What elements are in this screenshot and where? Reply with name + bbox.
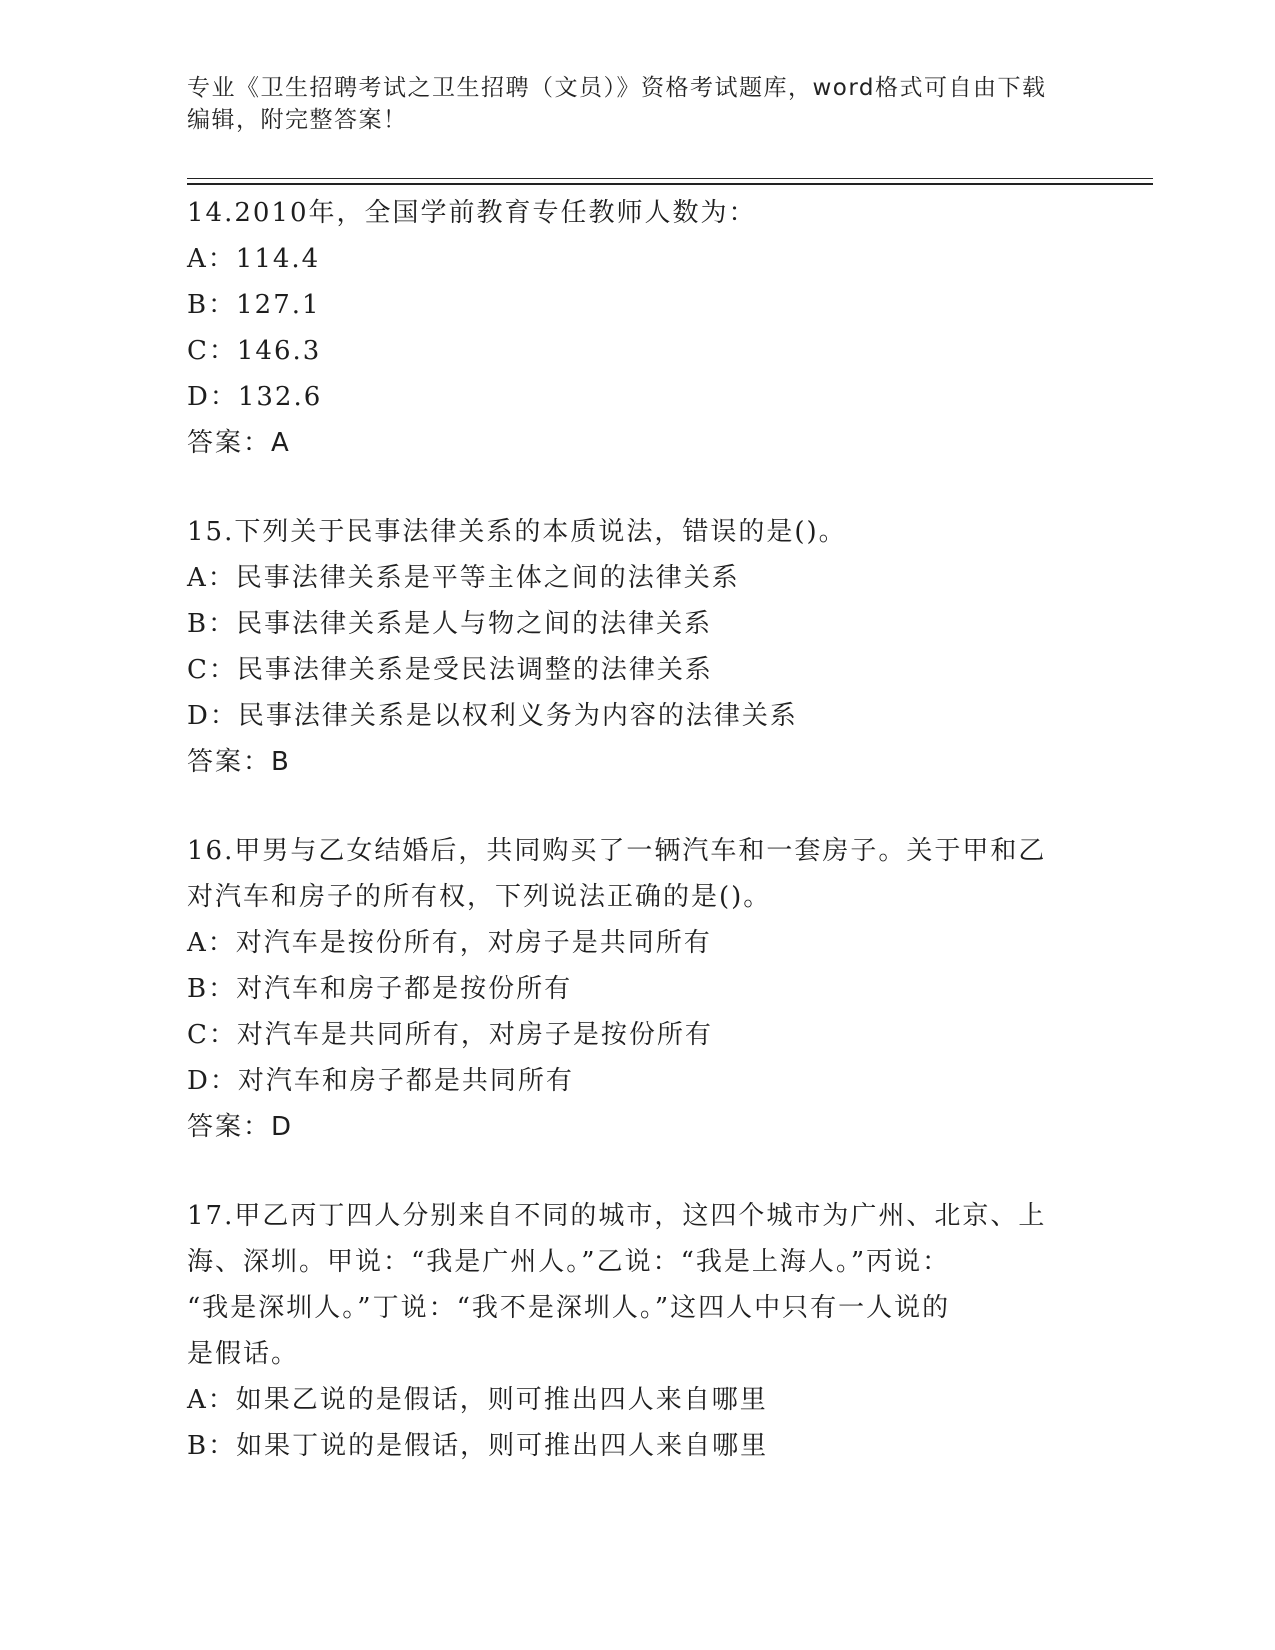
header-line-1: 专业《卫生招聘考试之卫生招聘（文员）》资格考试题库，word格式可自由下载 (187, 75, 1047, 101)
option-c: C：146.3 (187, 336, 322, 366)
option-c: C：民事法律关系是受民法调整的法律关系 (187, 655, 713, 685)
question-16 (187, 828, 1087, 1150)
option-b: B：对汽车和房子都是按份所有 (187, 974, 573, 1004)
answer-label: 答案：D (187, 1112, 294, 1142)
option-b: B：如果丁说的是假话，则可推出四人来自哪里 (187, 1431, 769, 1461)
option-c: C：对汽车是共同所有，对房子是按份所有 (187, 1020, 713, 1050)
option-d: D：对汽车和房子都是共同所有 (187, 1066, 574, 1096)
question-stem: “我是深圳人。”丁说：“我不是深圳人。”这四人中只有一人说的 (187, 1293, 951, 1323)
option-b: B：127.1 (187, 290, 321, 320)
question-stem: 14.2010年，全国学前教育专任教师人数为： (187, 198, 757, 228)
document-header (187, 72, 1087, 136)
header-divider-thin (187, 178, 1153, 179)
question-stem: 是假话。 (187, 1339, 300, 1369)
question-stem: 15.下列关于民事法律关系的本质说法，错误的是()。 (187, 517, 847, 547)
header-divider-thick (187, 183, 1153, 185)
question-14 (187, 190, 1087, 466)
question-stem: 海、深圳。甲说：“我是广州人。”乙说：“我是上海人。”丙说： (187, 1247, 951, 1277)
option-a: A：114.4 (187, 244, 321, 274)
question-15 (187, 509, 1087, 785)
header-line-2: 编辑，附完整答案！ (187, 107, 408, 133)
option-b: B：民事法律关系是人与物之间的法律关系 (187, 609, 713, 639)
option-d: D：民事法律关系是以权利义务为内容的法律关系 (187, 701, 798, 731)
question-stem: 16.甲男与乙女结婚后，共同购买了一辆汽车和一套房子。关于甲和乙 (187, 836, 1047, 866)
answer-label: 答案：A (187, 428, 291, 458)
question-list (187, 190, 1087, 1469)
question-stem: 对汽车和房子的所有权，下列说法正确的是()。 (187, 882, 772, 912)
question-17 (187, 1193, 1087, 1469)
option-d: D：132.6 (187, 382, 323, 412)
answer-label: 答案：B (187, 747, 291, 777)
option-a: A：对汽车是按份所有，对房子是共同所有 (187, 928, 712, 958)
option-a: A：民事法律关系是平等主体之间的法律关系 (187, 563, 740, 593)
option-a: A：如果乙说的是假话，则可推出四人来自哪里 (187, 1385, 768, 1415)
question-stem: 17.甲乙丙丁四人分别来自不同的城市，这四个城市为广州、北京、上 (187, 1201, 1047, 1231)
